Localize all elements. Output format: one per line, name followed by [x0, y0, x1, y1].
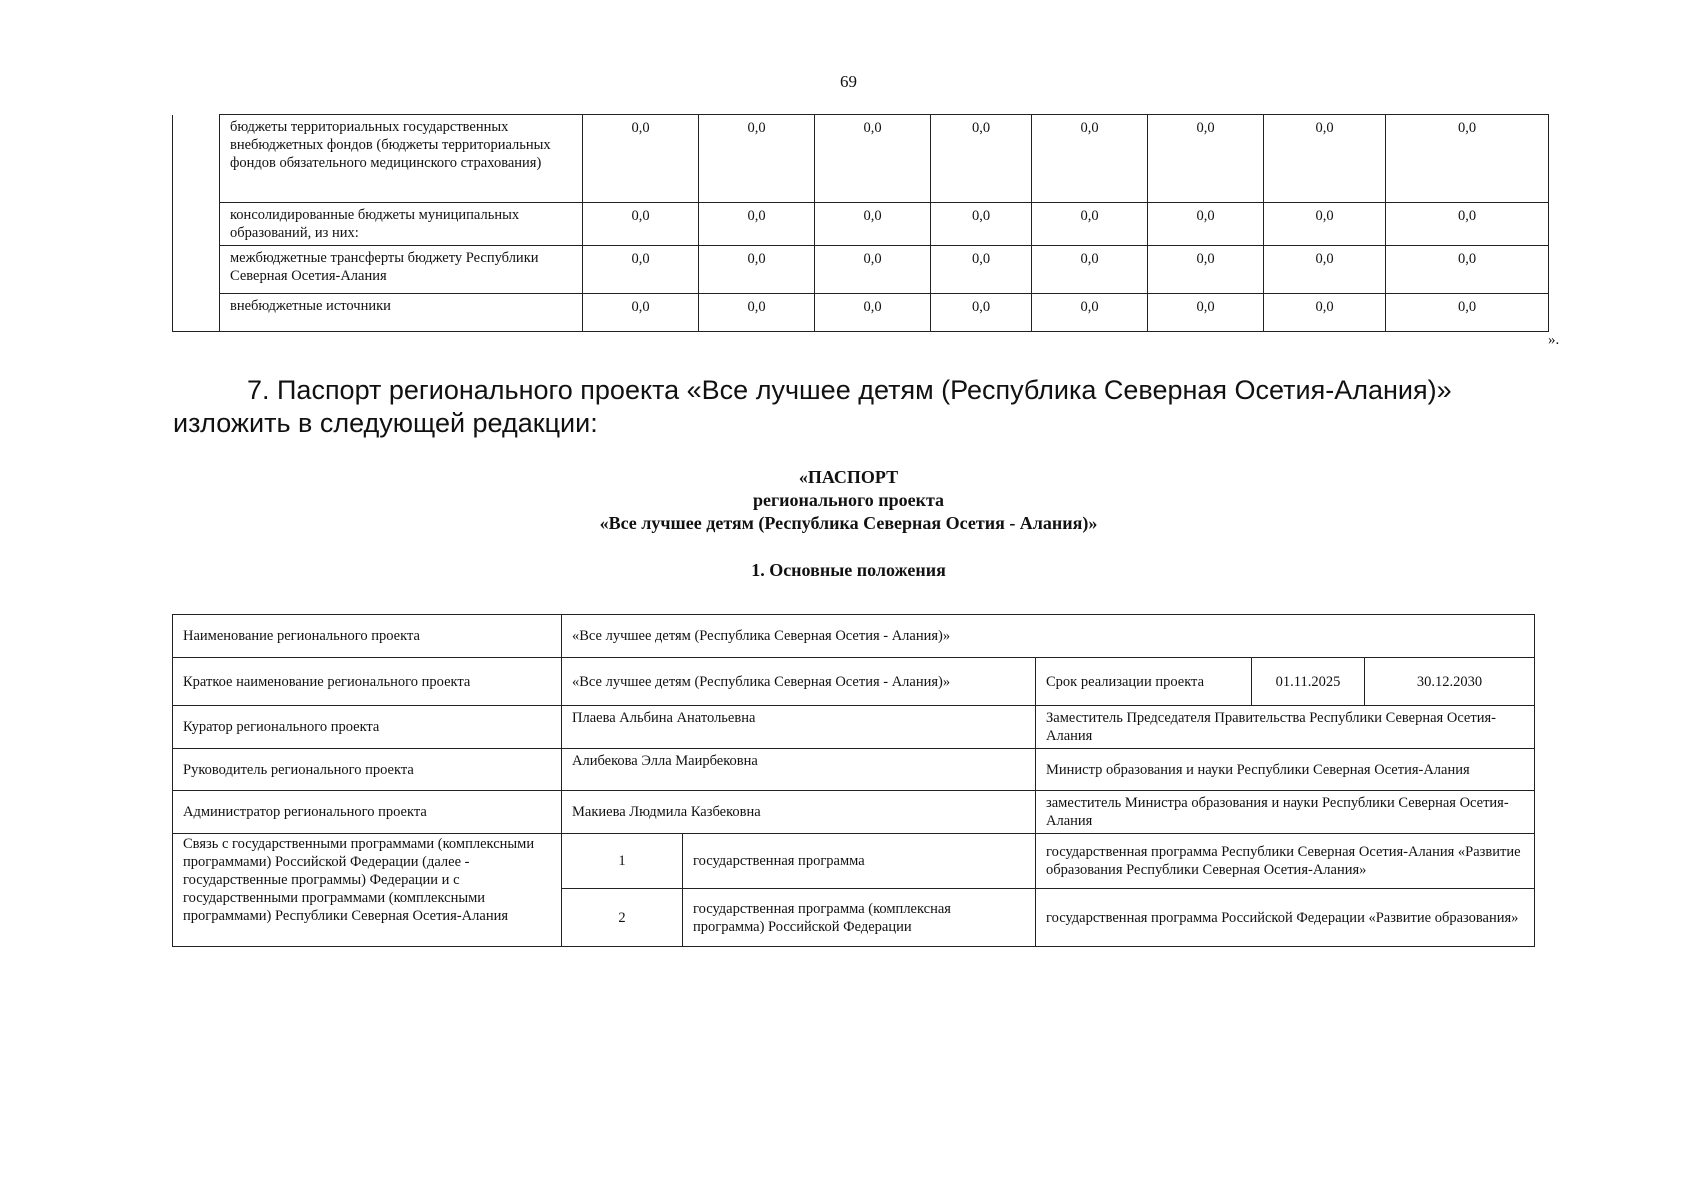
head-position: Министр образования и науки Республики Северная Осетия-Алания: [1036, 749, 1535, 791]
budget-row-blank-cell: [173, 294, 220, 332]
head-label: Руководитель регионального проекта: [173, 749, 562, 791]
budget-row-blank-cell: [173, 203, 220, 246]
link-1-type: государственная программа: [683, 834, 1036, 889]
budget-value-cell: 0,0: [1032, 294, 1148, 332]
budget-row: [173, 246, 1549, 294]
term-label: Срок реализации проекта: [1036, 658, 1252, 706]
term-start: 01.11.2025: [1252, 658, 1365, 706]
passport-table: [172, 614, 1535, 947]
budget-value-cell: 0,0: [1148, 246, 1264, 294]
budget-value-cell: 0,0: [699, 203, 815, 246]
admin-name: Макиева Людмила Казбековна: [562, 791, 1036, 834]
link-1-num: 1: [562, 834, 683, 889]
budget-value-cell: 0,0: [583, 246, 699, 294]
budget-table: [172, 114, 1549, 332]
project-name-value: «Все лучшее детям (Республика Северная Осетия - Алания)»: [562, 615, 1535, 658]
passport-title-line3: «Все лучшее детям (Республика Северная Осетия - Алания)»: [599, 513, 1098, 533]
passport-title: [0, 466, 1697, 535]
row-project-name: [173, 615, 1535, 658]
budget-value-cell: 0,0: [583, 115, 699, 203]
budget-value-cell: 0,0: [1386, 246, 1549, 294]
budget-value-cell: 0,0: [1032, 203, 1148, 246]
budget-row-blank-cell: [173, 246, 220, 294]
budget-row-label: межбюджетные трансферты бюджету Республики Северная Осетия-Алания: [220, 246, 583, 294]
page-number: 69: [840, 72, 857, 91]
short-name-value: «Все лучшее детям (Республика Северная Осетия - Алания)»: [562, 658, 1036, 706]
budget-value-cell: 0,0: [1148, 115, 1264, 203]
head-name: Алибекова Элла Маирбековна: [562, 749, 1036, 791]
budget-value-cell: 0,0: [1264, 203, 1386, 246]
row-link-1: [173, 834, 1535, 889]
row-admin: [173, 791, 1535, 834]
budget-value-cell: 0,0: [815, 203, 931, 246]
admin-label: Администратор регионального проекта: [173, 791, 562, 834]
budget-row: [173, 203, 1549, 246]
budget-value-cell: 0,0: [1264, 246, 1386, 294]
budget-value-cell: 0,0: [815, 115, 931, 203]
closing-quote: ».: [1548, 332, 1560, 348]
term-end: 30.12.2030: [1365, 658, 1535, 706]
budget-value-cell: 0,0: [931, 115, 1032, 203]
curator-name: Плаева Альбина Анатольевна: [562, 706, 1036, 749]
budget-row-label: бюджеты территориальных государственных внебюджетных фондов (бюджеты территориальных фондов обязательного медицинского страхования): [220, 115, 583, 203]
budget-value-cell: 0,0: [699, 246, 815, 294]
link-1-value: государственная программа Республики Северная Осетия-Алания «Развитие образования Республики Северная Осетия-Алания»: [1036, 834, 1535, 889]
row-short-name: [173, 658, 1535, 706]
budget-row-label: консолидированные бюджеты муниципальных образований, из них:: [220, 203, 583, 246]
row-curator: [173, 706, 1535, 749]
admin-position: заместитель Министра образования и науки Республики Северная Осетия-Алания: [1036, 791, 1535, 834]
link-2-value: государственная программа Российской Федерации «Развитие образования»: [1036, 889, 1535, 947]
budget-row-label: внебюджетные источники: [220, 294, 583, 332]
short-name-label: Краткое наименование регионального проекта: [173, 658, 562, 706]
budget-value-cell: 0,0: [1032, 115, 1148, 203]
budget-value-cell: 0,0: [931, 246, 1032, 294]
section-1-title: 1. Основные положения: [751, 560, 946, 580]
passport-title-line2: регионального проекта: [752, 490, 945, 510]
budget-value-cell: 0,0: [1148, 203, 1264, 246]
budget-value-cell: 0,0: [699, 115, 815, 203]
budget-value-cell: 0,0: [583, 203, 699, 246]
row-head: [173, 749, 1535, 791]
budget-value-cell: 0,0: [1264, 294, 1386, 332]
budget-value-cell: 0,0: [931, 203, 1032, 246]
project-name-label: Наименование регионального проекта: [173, 615, 562, 658]
budget-value-cell: 0,0: [1386, 115, 1549, 203]
budget-value-cell: 0,0: [815, 294, 931, 332]
budget-value-cell: 0,0: [815, 246, 931, 294]
budget-row-blank-cell: [173, 115, 220, 203]
curator-position: Заместитель Председателя Правительства Республики Северная Осетия-Алания: [1036, 706, 1535, 749]
curator-label: Куратор регионального проекта: [173, 706, 562, 749]
budget-value-cell: 0,0: [1264, 115, 1386, 203]
section-7-heading: 7. Паспорт регионального проекта «Все лучшее детям (Республика Северная Осетия-Алания)» изложить в следующей редакции:: [173, 375, 1452, 438]
budget-value-cell: 0,0: [1386, 294, 1549, 332]
budget-row: [173, 115, 1549, 203]
budget-value-cell: 0,0: [1148, 294, 1264, 332]
budget-row: [173, 294, 1549, 332]
link-label: Связь с государственными программами (комплексными программами) Российской Федерации (далее - государственные программы) Федерации и с государственными программами (комплексными программами) Республики Северная Осетия-Алания: [173, 834, 562, 947]
budget-value-cell: 0,0: [1386, 203, 1549, 246]
budget-value-cell: 0,0: [583, 294, 699, 332]
link-2-num: 2: [562, 889, 683, 947]
budget-value-cell: 0,0: [1032, 246, 1148, 294]
passport-title-line1: «ПАСПОРТ: [798, 467, 899, 487]
budget-value-cell: 0,0: [699, 294, 815, 332]
link-2-type: государственная программа (комплексная программа) Российской Федерации: [683, 889, 1036, 947]
budget-value-cell: 0,0: [931, 294, 1032, 332]
